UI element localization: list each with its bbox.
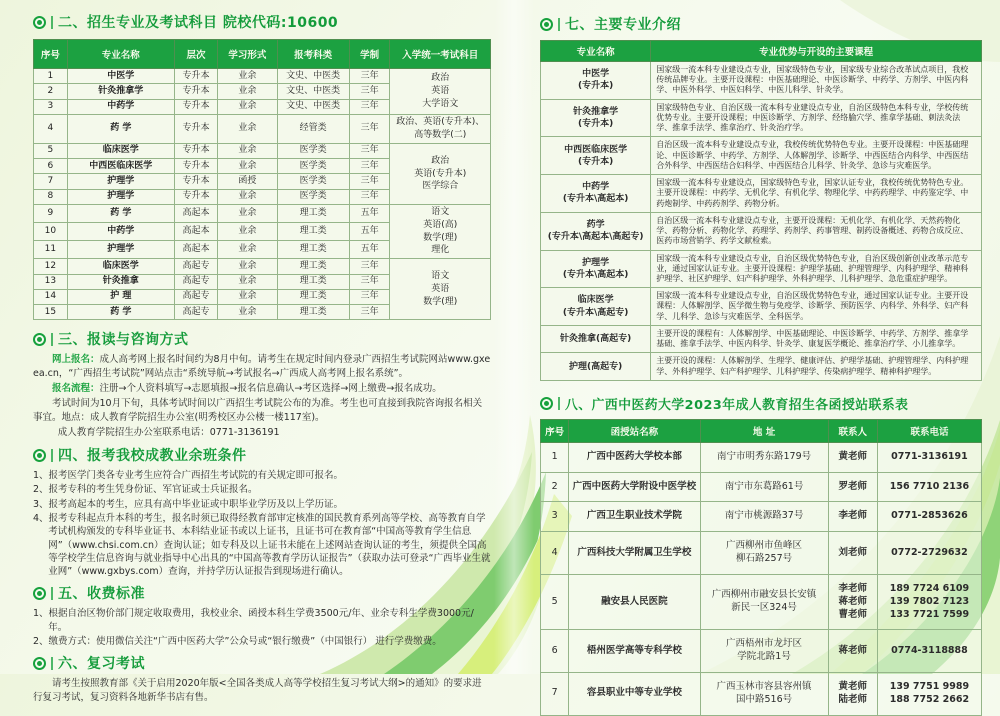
divider — [558, 18, 560, 31]
contact-phone — [877, 532, 981, 575]
major-intro-row — [541, 288, 982, 326]
major-name-cell — [541, 62, 651, 100]
exam-subject-line: 语文 — [431, 207, 450, 218]
major-name: 护理学 — [67, 174, 174, 189]
major-name: 护理学 — [67, 241, 174, 259]
duration: 五年 — [349, 204, 390, 222]
divider — [51, 16, 53, 29]
contact-station-row — [541, 574, 982, 629]
contact-phone — [877, 630, 981, 673]
exam-category: 理工类 — [277, 241, 349, 259]
major-desc-cell: 自治区级一流本科专业建设点专业，主要开设课程：无机化学、有机化学、天然药物化学、药物分析、药物化学、药理学、药剂学、药事管理、制药设备概述、药物合成反应、医药市场营销学、药学文献检索。 — [651, 212, 982, 250]
section-bullet-icon — [33, 333, 46, 346]
exam-subject-line: 英语 — [431, 284, 450, 295]
duration: 三年 — [349, 84, 390, 99]
section-7-heading — [540, 14, 982, 34]
exam-category: 理工类 — [277, 204, 349, 222]
right-page — [540, 0, 982, 716]
study-form: 业余 — [218, 274, 277, 289]
contact-phone-line: 133 7721 7599 — [889, 608, 970, 620]
major-name-line: 中西医临床医学 — [564, 144, 628, 155]
level: 高起专 — [174, 259, 217, 274]
major-name: 药 学 — [67, 204, 174, 222]
major-name: 临床医学 — [67, 143, 174, 158]
station-address-line: 南宁市桃源路37号 — [724, 510, 804, 522]
major-desc-cell: 国家级一流本科专业建设点专业，自治区级优势特色专业，通过国家认证专业。主要开设课程：人体解剖学、医学微生物与免疫学、诊断学、预防医学、内科学、外科学、妇产科学、儿科学、急诊与灾难医学、全科医学。 — [651, 288, 982, 326]
major-intro-row — [541, 250, 982, 288]
exam-subject-line: 大学语文 — [422, 98, 459, 109]
level: 高起专 — [174, 305, 217, 320]
duration: 三年 — [349, 305, 390, 320]
row-number: 1 — [541, 442, 569, 472]
study-form: 业余 — [218, 69, 277, 84]
section-2-heading — [33, 12, 491, 32]
row-number: 9 — [34, 204, 68, 222]
duration: 五年 — [349, 241, 390, 259]
level: 专升本 — [174, 174, 217, 189]
exam-subject-line: 英语 — [431, 86, 450, 97]
level: 高起本 — [174, 223, 217, 241]
major-desc-cell: 国家级一流本科专业建设点专业，国家级特色专业，国家级专业综合改革试点项目，我校传统品牌专业。主要开设课程：中医基础理论、中医诊断学、中药学、方剂学、中医内科学、中医外科学、中医妇科学、中医儿科学、针灸学。 — [651, 62, 982, 100]
exam-subject-line: 政治 — [431, 156, 450, 167]
station-address-line: 柳石路257号 — [735, 553, 793, 565]
numbered-list-item: 2、报考专科的考生凭身份证、军官证或士兵证报名。 — [33, 484, 258, 496]
major-intro-row — [541, 62, 982, 100]
study-form: 业余 — [218, 259, 277, 274]
study-form: 业余 — [218, 241, 277, 259]
section-2-title: 二、招生专业及考试科目 院校代码:10600 — [58, 15, 339, 31]
contact-station-row — [541, 630, 982, 673]
section-4-heading — [33, 445, 491, 465]
contact-stations-table — [540, 419, 982, 716]
station-name: 广西中医药大学附设中医学校 — [569, 472, 700, 502]
level: 专升本 — [174, 159, 217, 174]
major-name-line: (专升本\高起本) — [562, 269, 629, 280]
exam-category: 理工类 — [277, 274, 349, 289]
level: 高起专 — [174, 274, 217, 289]
exam-subjects-cell — [390, 69, 491, 115]
column-header: 联系电话 — [877, 419, 981, 442]
major-intro-row — [541, 175, 982, 213]
major-desc-cell: 国家级一流本科专业建设点，国家级特色专业，国家认证专业，我校传统优势特色专业。主要开设课程：中药学、无机化学、有机化学、物理化学、中药药理学、中药鉴定学、中药炮制学、中药药剂学、药物分析。 — [651, 175, 982, 213]
exam-category: 文史、中医类 — [277, 99, 349, 114]
row-number: 4 — [34, 114, 68, 143]
station-name: 融安县人民医院 — [569, 574, 700, 629]
section-5-item-list — [33, 607, 491, 648]
contact-person — [828, 574, 877, 629]
column-header: 联系人 — [828, 419, 877, 442]
study-form: 业余 — [218, 99, 277, 114]
page-fold — [494, 0, 534, 674]
contact-station-row — [541, 532, 982, 575]
row-number: 3 — [34, 99, 68, 114]
section-bullet-icon — [540, 397, 553, 410]
duration: 三年 — [349, 114, 390, 143]
major-name-line: 针灸推拿(高起专) — [560, 334, 632, 345]
station-address-line: 广西梧州市龙圩区 — [726, 638, 803, 650]
exam-category: 经管类 — [277, 114, 349, 143]
major-name-line: 临床医学 — [577, 295, 614, 306]
major-name: 护 理 — [67, 289, 174, 304]
station-address-line: 广西柳州市鱼峰区 — [726, 540, 803, 552]
section-3-title: 三、报读与咨询方式 — [58, 332, 189, 349]
contact-station-row — [541, 442, 982, 472]
level: 专升本 — [174, 114, 217, 143]
section-5-title: 五、收费标准 — [58, 586, 145, 603]
major-name: 药 学 — [67, 114, 174, 143]
exam-category: 医学类 — [277, 143, 349, 158]
duration: 三年 — [349, 99, 390, 114]
contact-phone-line: 0771-3136191 — [891, 450, 968, 462]
divider — [558, 397, 560, 410]
level: 专升本 — [174, 69, 217, 84]
contact-phone-line: 0771-2853626 — [891, 510, 968, 522]
exam-subject-line: 语文 — [431, 271, 450, 282]
major-name-line: 护理(高起专) — [569, 361, 623, 372]
level: 专升本 — [174, 99, 217, 114]
column-header: 专业名称 — [67, 40, 174, 69]
station-address-line: 广西柳州市融安县长安镇 — [711, 589, 817, 601]
contact-phone-line: 0774-3118888 — [891, 644, 968, 656]
office-phone-paragraph: 成人教育学院招生办公室联系电话：0771-3136191 — [57, 426, 280, 438]
duration: 三年 — [349, 143, 390, 158]
exam-subject-line: 高等数学(二) — [414, 129, 467, 140]
numbered-list-item: 3、报考高起本的考生，应具有高中毕业证或中职毕业学历及以上学历证。 — [33, 498, 344, 510]
numbered-list-item: 1、报考医学门类各专业考生应符合广西招生考试院的有关规定即可报名。 — [33, 470, 344, 482]
station-address — [700, 574, 828, 629]
contact-table-header-row — [541, 419, 982, 442]
row-number: 6 — [34, 159, 68, 174]
contact-phone — [877, 472, 981, 502]
major-name-line: 针灸推拿学 — [573, 106, 619, 117]
section-bullet-icon — [540, 18, 553, 31]
contact-person-line: 黄老师 — [838, 680, 867, 692]
major-intro-header-row — [541, 41, 982, 62]
study-form: 业余 — [218, 223, 277, 241]
major-name-cell — [541, 212, 651, 250]
major-name: 针灸推拿 — [67, 274, 174, 289]
major-desc-cell: 自治区级一流本科专业建设点专业，我校传统优势特色专业。主要开设课程：中医基础理论、中医诊断学、中药学、方剂学、人体解剖学、诊断学、中西医结合内科学、中西医结合外科学、中西医结合妇科学、中西医结合儿科学、针灸学、急诊与灾难医学。 — [651, 137, 982, 175]
numbered-list-item: 4、报考专科起点升本科的考生，报名时须已取得经教育部审定核准的国民教育系列高等学校、高等教育自学考试机构颁发的专科毕业证书、本科结业证书或以上证书，且证书可在教育部“中国高等教育学生信息网”（www.chsi.com.cn）查询认证；如专科及以上证书未能在上述网站查询认证的考生，须提供全国高等学校学生信息咨询与就业指导中心出具的“中国高等教育学历认证报告”（获取办法可登录“广西毕业生就业网”（www.gxbys.com）查询，并持学历认证报告到现场进行确认。 — [33, 512, 491, 578]
major-intro-table — [540, 40, 982, 381]
duration: 五年 — [349, 223, 390, 241]
major-desc-cell: 国家级一流本科专业建设点专业，自治区级优势特色专业，自治区级创新创业改革示范专业，通过国家认证专业。主要开设课程：护理学基础、护理管理学、内科护理学、精神科护理学、社区护理学、妇产科护理学、外科护理学、儿科护理学、急危重症护理学。 — [651, 250, 982, 288]
major-name: 临床医学 — [67, 259, 174, 274]
station-name: 容县职业中等专业学校 — [569, 672, 700, 715]
row-number: 1 — [34, 69, 68, 84]
study-form: 业余 — [218, 305, 277, 320]
major-name-line: 药学 — [586, 220, 605, 231]
contact-phone-line: 139 7751 9989 — [889, 680, 970, 692]
contact-person-line: 陆老师 — [838, 693, 867, 705]
exam-subject-line: 数学(理) — [423, 232, 458, 243]
row-number: 13 — [34, 274, 68, 289]
major-desc-cell: 国家级特色专业、自治区级一流本科专业建设点专业，自治区级特色本科专业，学校传统优势专业。主要开设课程；中医诊断学、方剂学、经络腧穴学、推拿学基础、刺法灸法学、推拿手法学、推拿治疗、针灸治疗学。 — [651, 99, 982, 137]
major-name: 中药学 — [67, 99, 174, 114]
major-intro-row — [541, 212, 982, 250]
exam-subject-line: 英语(高) — [423, 220, 458, 231]
section-4-item-list — [33, 469, 491, 578]
study-form: 业余 — [218, 189, 277, 204]
contact-phone-line: 189 7724 6109 — [889, 582, 970, 594]
major-name: 中西医临床医学 — [67, 159, 174, 174]
station-name: 广西卫生职业技术学院 — [569, 502, 700, 532]
numbered-list-item: 1、根据自治区物价部门规定收取费用，我校业余、函授本科生学费3500元/年、业余专科生学费3000元/年。 — [33, 608, 474, 633]
contact-person-line: 蒋老师 — [838, 644, 867, 656]
admission-table-header-row — [34, 40, 491, 69]
station-address-line: 学院北路1号 — [737, 651, 791, 663]
station-address-line: 南宁市明秀东路179号 — [716, 450, 812, 462]
level: 高起本 — [174, 204, 217, 222]
section-6-heading — [33, 653, 491, 673]
contact-person-line: 曹老师 — [838, 608, 867, 620]
exam-category: 理工类 — [277, 289, 349, 304]
station-address — [700, 672, 828, 715]
major-desc-cell: 主要开设的课程：人体解剖学、生理学、健康评估、护理学基础、护理管理学、内科护理学、外科护理学、妇产科护理学、儿科护理学、传染病护理学、精神科护理学。 — [651, 353, 982, 380]
major-name-line: (专升本\高起专) — [562, 307, 629, 318]
section-bullet-icon — [33, 449, 46, 462]
admission-table-row — [34, 204, 491, 222]
major-name-line: (专升本\高起本\高起专) — [547, 232, 644, 243]
major-name-line: 中医学 — [582, 69, 610, 80]
study-form: 业余 — [218, 143, 277, 158]
exam-subjects-cell — [390, 204, 491, 258]
contact-phone-line: 188 7752 2662 — [889, 693, 970, 705]
exam-subjects-cell — [390, 114, 491, 143]
major-name: 针灸推拿学 — [67, 84, 174, 99]
level: 高起本 — [174, 241, 217, 259]
exam-subject-line: 政治、英语(专升本)、 — [396, 117, 485, 128]
row-number: 12 — [34, 259, 68, 274]
level: 专升本 — [174, 84, 217, 99]
exam-subject-line: 理化 — [431, 245, 450, 256]
registration-flow-paragraph — [33, 382, 491, 395]
major-intro-row — [541, 353, 982, 380]
station-address-line: 国中路516号 — [735, 693, 793, 705]
column-header: 报考科类 — [277, 40, 349, 69]
row-number: 5 — [541, 574, 569, 629]
column-header: 层次 — [174, 40, 217, 69]
section-8-title: 八、广西中医药大学2023年成人教育招生各函授站联系表 — [565, 397, 909, 413]
major-name-line: (专升本) — [578, 156, 614, 167]
paragraph-text: 成人高考网上报名时间约为8月中旬。请考生在规定时间内登录广西招生考试院网站www.gxeea.cn，“广西招生考试院”网站点击“系统导航→考试报名→广西成人高考网上报名系统”。 — [33, 354, 491, 379]
study-form: 业余 — [218, 114, 277, 143]
row-number: 2 — [541, 472, 569, 502]
duration: 三年 — [349, 259, 390, 274]
major-name-cell — [541, 353, 651, 380]
station-address-line: 广西玉林市容县容州镇 — [716, 680, 812, 692]
duration: 三年 — [349, 274, 390, 289]
duration: 三年 — [349, 159, 390, 174]
station-name: 广西科技大学附属卫生学校 — [569, 532, 700, 575]
row-number: 10 — [34, 223, 68, 241]
divider — [51, 333, 53, 346]
section-bullet-icon — [33, 587, 46, 600]
row-number: 15 — [34, 305, 68, 320]
level: 专升本 — [174, 189, 217, 204]
major-name-cell — [541, 175, 651, 213]
major-name: 中药学 — [67, 223, 174, 241]
section-bullet-icon — [33, 657, 46, 670]
section-5-heading — [33, 583, 491, 603]
row-number: 7 — [34, 174, 68, 189]
column-header: 序号 — [34, 40, 68, 69]
paragraph-label: 报名流程： — [52, 382, 100, 394]
major-name: 中医学 — [67, 69, 174, 84]
column-header: 入学统一考试科目 — [390, 40, 491, 69]
level: 专升本 — [174, 143, 217, 158]
exam-subjects-cell — [390, 143, 491, 204]
row-number: 5 — [34, 143, 68, 158]
major-name-cell — [541, 250, 651, 288]
contact-phone-line: 139 7802 7123 — [889, 595, 970, 607]
major-name: 药 学 — [67, 305, 174, 320]
study-form: 业余 — [218, 289, 277, 304]
admission-table-row — [34, 259, 491, 274]
station-address — [700, 502, 828, 532]
contact-person — [828, 532, 877, 575]
major-name-line: (专升本) — [578, 81, 614, 92]
divider — [51, 449, 53, 462]
exam-category: 医学类 — [277, 159, 349, 174]
duration: 三年 — [349, 189, 390, 204]
divider — [51, 587, 53, 600]
online-registration-paragraph — [33, 353, 491, 380]
column-header: 专业优势与开设的主要课程 — [651, 41, 982, 62]
admission-table-row — [34, 114, 491, 143]
contact-station-row — [541, 472, 982, 502]
row-number: 7 — [541, 672, 569, 715]
admission-table-row — [34, 69, 491, 84]
contact-station-row — [541, 502, 982, 532]
station-name: 广西中医药大学校本部 — [569, 442, 700, 472]
admission-majors-table — [33, 39, 491, 320]
exam-subject-line: 医学综合 — [422, 181, 459, 192]
station-address — [700, 472, 828, 502]
exam-category: 医学类 — [277, 189, 349, 204]
major-intro-row — [541, 137, 982, 175]
section-6-title: 六、复习考试 — [58, 656, 145, 673]
study-form: 业余 — [218, 84, 277, 99]
exam-category: 理工类 — [277, 305, 349, 320]
major-name-line: 护理学 — [582, 257, 610, 268]
duration: 三年 — [349, 69, 390, 84]
contact-phone — [877, 672, 981, 715]
contact-person — [828, 630, 877, 673]
major-name-line: 中药学 — [582, 182, 610, 193]
section-3-heading — [33, 329, 491, 349]
exam-subjects-cell — [390, 259, 491, 320]
contact-person — [828, 442, 877, 472]
major-name-cell — [541, 137, 651, 175]
major-name-line: (专升本\高起本) — [562, 194, 629, 205]
contact-person — [828, 472, 877, 502]
contact-phone — [877, 502, 981, 532]
major-name-cell — [541, 288, 651, 326]
duration: 三年 — [349, 174, 390, 189]
row-number: 8 — [34, 189, 68, 204]
major-intro-row — [541, 325, 982, 352]
station-address — [700, 442, 828, 472]
row-number: 4 — [541, 532, 569, 575]
station-address-line: 南宁市东葛路61号 — [724, 480, 804, 492]
major-intro-row — [541, 99, 982, 137]
contact-person-line: 黄老师 — [838, 450, 867, 462]
station-name: 梧州医学高等专科学校 — [569, 630, 700, 673]
review-exam-paragraph: 请考生按照教育部《关于启用2020年版<全国各类成人高等学校招生复习考试大纲>的通知》的要求进行复习考试，复习资料各地新华书店有售。 — [33, 678, 482, 703]
contact-person — [828, 672, 877, 715]
contact-phone — [877, 442, 981, 472]
station-address — [700, 630, 828, 673]
major-name: 护理学 — [67, 189, 174, 204]
major-name-cell — [541, 325, 651, 352]
left-page — [33, 0, 491, 706]
contact-person-line: 李老师 — [838, 582, 867, 594]
section-4-title: 四、报考我校成教业余班条件 — [58, 448, 247, 465]
contact-station-row — [541, 672, 982, 715]
admission-table-row — [34, 143, 491, 158]
level: 高起专 — [174, 289, 217, 304]
section-bullet-icon — [33, 16, 46, 29]
exam-time-paragraph: 考试时间为10月下旬，具体考试时间以广西招生考试院公布的为准。考生也可直接到我院咨询报名相关事宜。地点：成人教育学院招生办公室(明秀校区办公楼一楼117室)。 — [33, 398, 483, 423]
contact-person — [828, 502, 877, 532]
row-number: 3 — [541, 502, 569, 532]
column-header: 序号 — [541, 419, 569, 442]
contact-person-line: 罗老师 — [838, 480, 867, 492]
column-header: 专业名称 — [541, 41, 651, 62]
exam-category: 文史、中医类 — [277, 69, 349, 84]
study-form: 业余 — [218, 204, 277, 222]
row-number: 2 — [34, 84, 68, 99]
contact-phone-line: 156 7710 2136 — [889, 480, 970, 492]
major-name-cell — [541, 99, 651, 137]
station-address — [700, 532, 828, 575]
major-name-line: (专升本) — [578, 119, 614, 130]
exam-category: 医学类 — [277, 174, 349, 189]
column-header: 函授站名称 — [569, 419, 700, 442]
column-header: 学制 — [349, 40, 390, 69]
section-7-title: 七、主要专业介绍 — [565, 17, 681, 33]
major-desc-cell: 主要开设的课程有：人体解剖学、中医基础理论、中医诊断学、中药学、方剂学、推拿学基础、推拿手法学、中医内科学、针灸学、康复医学概论、推拿治疗学、小儿推拿学。 — [651, 325, 982, 352]
exam-category: 理工类 — [277, 223, 349, 241]
paragraph-text: 注册→个人资料填写→志愿填报→报名信息确认→考区选择→网上缴费→报名成功。 — [99, 382, 442, 394]
section-8-heading — [540, 394, 982, 413]
contact-phone-line: 0772-2729632 — [891, 546, 968, 558]
contact-person-line: 蒋老师 — [838, 595, 867, 607]
divider — [51, 657, 53, 670]
row-number: 14 — [34, 289, 68, 304]
exam-subject-line: 数学(理) — [423, 296, 458, 307]
column-header: 地 址 — [700, 419, 828, 442]
exam-category: 文史、中医类 — [277, 84, 349, 99]
exam-subject-line: 政治 — [431, 73, 450, 84]
contact-phone — [877, 574, 981, 629]
row-number: 6 — [541, 630, 569, 673]
numbered-list-item: 2、缴费方式：使用微信关注“广西中医药大学”公众号或“银行缴费”（中国银行） 进行学费缴费。 — [33, 636, 442, 648]
contact-person-line: 刘老师 — [838, 546, 867, 558]
paragraph-label: 网上报名： — [52, 354, 100, 366]
contact-person-line: 李老师 — [838, 510, 867, 522]
study-form: 函授 — [218, 174, 277, 189]
exam-subject-line: 英语(专升本) — [414, 168, 467, 179]
duration: 三年 — [349, 289, 390, 304]
exam-category: 理工类 — [277, 259, 349, 274]
station-address-line: 新民一区324号 — [731, 602, 797, 614]
row-number: 11 — [34, 241, 68, 259]
study-form: 业余 — [218, 159, 277, 174]
column-header: 学习形式 — [218, 40, 277, 69]
